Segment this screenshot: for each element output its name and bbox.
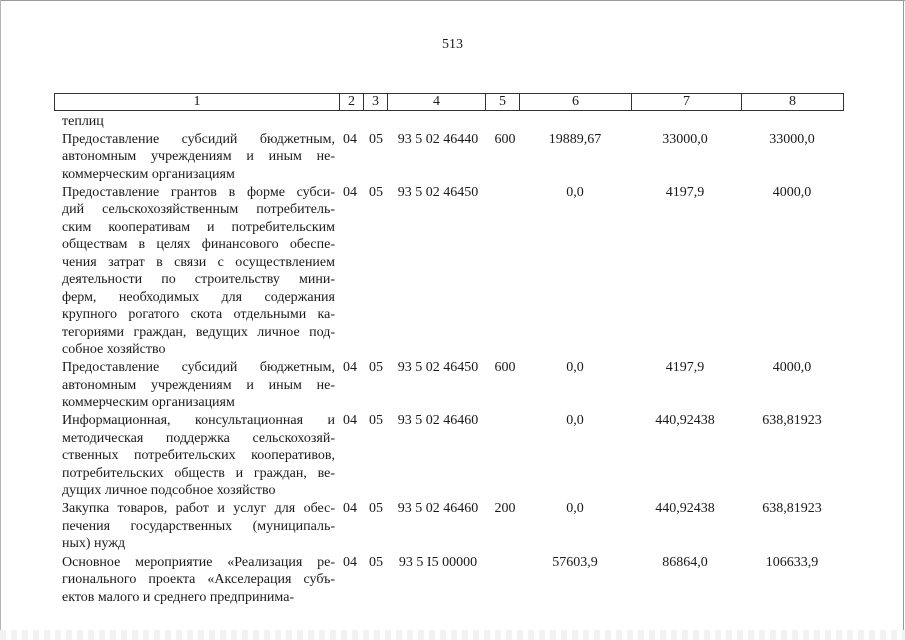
header-col-2: 2 [340, 94, 364, 110]
row-expense-type [488, 184, 522, 201]
row-description-line: Информационная, консультационная и [62, 413, 335, 429]
row-target-code: 93 5 02 46450 [397, 184, 479, 200]
row-value-col7: 4197,9 [665, 360, 705, 376]
row-section: 04 [343, 501, 357, 517]
row-description-line: обществам в целях финансового обеспе- [62, 237, 335, 253]
row-expense-type: 600 [494, 360, 516, 376]
row-target-code [390, 113, 486, 130]
row-description-line: тегориями граждан, ведущих личное под- [62, 324, 335, 340]
header-col-5: 5 [486, 94, 520, 110]
row-subsection: 05 [369, 501, 383, 517]
row-target-code: 93 5 02 46450 [397, 360, 479, 376]
row-description-line: гионального проекта «Акселерация субъ- [62, 572, 335, 587]
row-section: 04 [343, 413, 357, 429]
row-value-col8: 106633,9 [765, 554, 819, 570]
row-expense-type [488, 412, 522, 429]
row-expense-type [488, 113, 522, 130]
row-value-col8: 638,81923 [762, 501, 822, 517]
row-value-col7: 4197,9 [665, 184, 705, 200]
row-description-line: печения государственных (муниципаль- [62, 518, 335, 534]
row-section [339, 113, 361, 130]
header-col-4: 4 [388, 94, 486, 110]
row-value-col7: 86864,0 [662, 554, 708, 570]
header-col-8: 8 [789, 94, 796, 109]
table-header-row [54, 93, 844, 111]
row-description-line: автономным учреждениям и иным не- [62, 149, 335, 164]
row-description-line: Предоставление грантов в форме субси- [62, 184, 335, 200]
row-description-line: Предоставление субсидий бюджетным, [62, 131, 335, 147]
row-subsection [364, 113, 388, 130]
row-expense-type [488, 554, 522, 571]
row-description-line: коммерческим организациям [62, 395, 235, 411]
row-description-line: ским кооперативам и потребительским [62, 219, 335, 235]
scan-border-top [0, 0, 905, 1]
page-number: 513 [442, 37, 463, 52]
row-section: 04 [343, 184, 357, 200]
row-value-col6: 19889,67 [548, 131, 602, 147]
row-expense-type: 200 [494, 501, 516, 517]
row-expense-type: 600 [494, 131, 516, 147]
row-value-col7: 33000,0 [662, 131, 708, 147]
row-description-line: коммерческим организациям [62, 166, 235, 182]
row-subsection: 05 [369, 554, 383, 570]
header-col-6: 6 [520, 94, 632, 110]
row-section: 04 [343, 360, 357, 376]
row-value-col6: 0,0 [566, 501, 584, 517]
row-value-col8: 33000,0 [769, 131, 815, 147]
row-description-line: ственных потребительских кооперативов, [62, 448, 335, 464]
row-description-line: Закупка товаров, работ и услуг для обес- [62, 501, 335, 517]
row-subsection: 05 [369, 413, 383, 429]
row-subsection: 05 [369, 184, 383, 200]
row-target-code: 93 5 02 46460 [397, 413, 479, 429]
row-section: 04 [343, 131, 357, 147]
row-value-col6: 57603,9 [552, 554, 598, 570]
header-col-3: 3 [364, 94, 388, 110]
row-description-line: крупного рогатого скота отдельными ка- [62, 307, 335, 323]
row-value-col8 [740, 113, 844, 130]
row-description-line: дий сельскохозяйственным потребитель- [62, 202, 335, 218]
row-value-col8: 638,81923 [762, 413, 822, 429]
row-description-line: дущих личное подсобное хозяйство [62, 483, 276, 499]
scan-artifact [0, 630, 905, 640]
row-value-col7: 440,92438 [655, 501, 715, 517]
row-description-line: теплиц [62, 114, 104, 129]
row-description-line: собное хозяйство [62, 342, 166, 358]
row-target-code: 93 5 02 46460 [397, 501, 479, 517]
table-body [0, 111, 905, 640]
row-target-code: 93 5 02 46440 [397, 131, 479, 147]
row-subsection: 05 [369, 360, 383, 376]
row-value-col6: 0,0 [566, 413, 584, 429]
row-description-line: ферм, необходимых для содержания [62, 289, 335, 305]
row-description-line: ектов малого и среднего предпринима- [62, 589, 295, 605]
row-value-col7 [630, 113, 740, 130]
row-value-col6: 0,0 [566, 360, 584, 376]
row-section: 04 [343, 554, 357, 570]
row-value-col8: 4000,0 [772, 360, 812, 376]
row-description-line: ных) нужд [62, 536, 126, 552]
header-col-1: 1 [55, 94, 340, 110]
row-description-line: методическая поддержка сельскохозяй- [62, 430, 335, 446]
row-description-line: Основное мероприятие «Реализация ре- [62, 554, 335, 570]
header-col-7: 7 [632, 94, 742, 110]
row-subsection: 05 [369, 131, 383, 147]
row-target-code: 93 5 I5 00000 [398, 554, 478, 570]
row-description-line: потребительских обществ и граждан, ве- [62, 465, 335, 481]
row-description-line: Предоставление субсидий бюджетным, [62, 360, 335, 376]
row-value-col6 [520, 113, 630, 130]
row-value-col6: 0,0 [566, 184, 584, 200]
row-value-col7: 440,92438 [655, 413, 715, 429]
row-value-col8: 4000,0 [772, 184, 812, 200]
row-description-line: чения затрат в связи с осуществлением [62, 254, 335, 270]
row-description-line: деятельности по строительству мини- [62, 272, 335, 288]
row-description-line: автономным учреждениям и иным не- [62, 377, 335, 393]
